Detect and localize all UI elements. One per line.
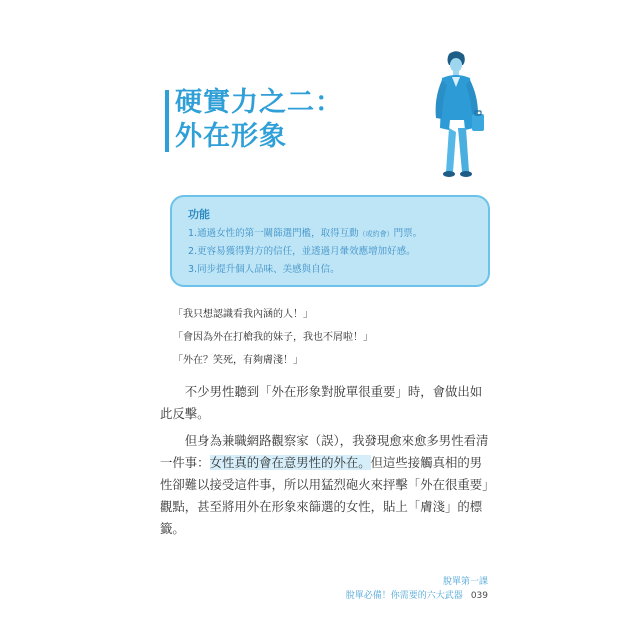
body-text	[160, 381, 490, 545]
page-number: 039	[470, 591, 488, 601]
function-item-text: 3.同步提升個人品味、美感與自信。	[188, 264, 340, 275]
man-with-briefcase-icon	[420, 48, 490, 183]
function-item	[188, 225, 472, 243]
function-item	[188, 243, 472, 261]
function-item-tail: 門票。	[393, 228, 423, 239]
paragraph	[160, 430, 490, 540]
paragraph-text: 但這些接觸真相的男性卻難以接受這件事，所以用猛烈砲火來抨擊「外在很重要」觀點，甚至將用外在形象來篩選的女性，貼上「膚淺」的標籤。	[160, 455, 489, 536]
paragraph: 不少男性聽到「外在形象對脫單很重要」時，會做出如此反擊。	[160, 384, 483, 421]
footer-subtitle: 脫單必備！你需要的六大武器	[345, 591, 463, 601]
function-item-note: （或約會）	[358, 230, 394, 238]
function-item	[188, 261, 472, 279]
page-footer	[346, 575, 488, 603]
function-box	[170, 195, 490, 287]
footer-chapter: 脫單第一課	[442, 577, 488, 587]
title-accent-bar	[165, 90, 169, 152]
function-heading: 功能	[188, 208, 210, 221]
function-item-text: 2.更容易獲得對方的信任，並透過月暈效應增加好感。	[188, 246, 416, 257]
section-title-line1: 硬實力之二：	[175, 87, 343, 118]
highlighted-text: 女性真的會在意男性的外在。	[209, 455, 371, 470]
function-item-text: 1.通過女性的第一關篩選門檻，取得互動	[188, 228, 359, 239]
quote-line: 「外在？笑死，有夠膚淺！」	[173, 355, 303, 366]
quote-line: 「我只想認識看我內涵的人！」	[173, 309, 313, 320]
paragraph-text: 但身為兼職網路觀察家（誤），我發現愈來愈多男性看清一件事：	[160, 433, 489, 470]
footer-subtitle-row	[346, 589, 488, 603]
section-title-line2: 外在形象	[175, 121, 287, 152]
quote-line: 「會因為外在打槍我的妹子，我也不屑啦！」	[173, 332, 373, 343]
quote-list	[173, 303, 373, 372]
section-title	[175, 86, 343, 154]
